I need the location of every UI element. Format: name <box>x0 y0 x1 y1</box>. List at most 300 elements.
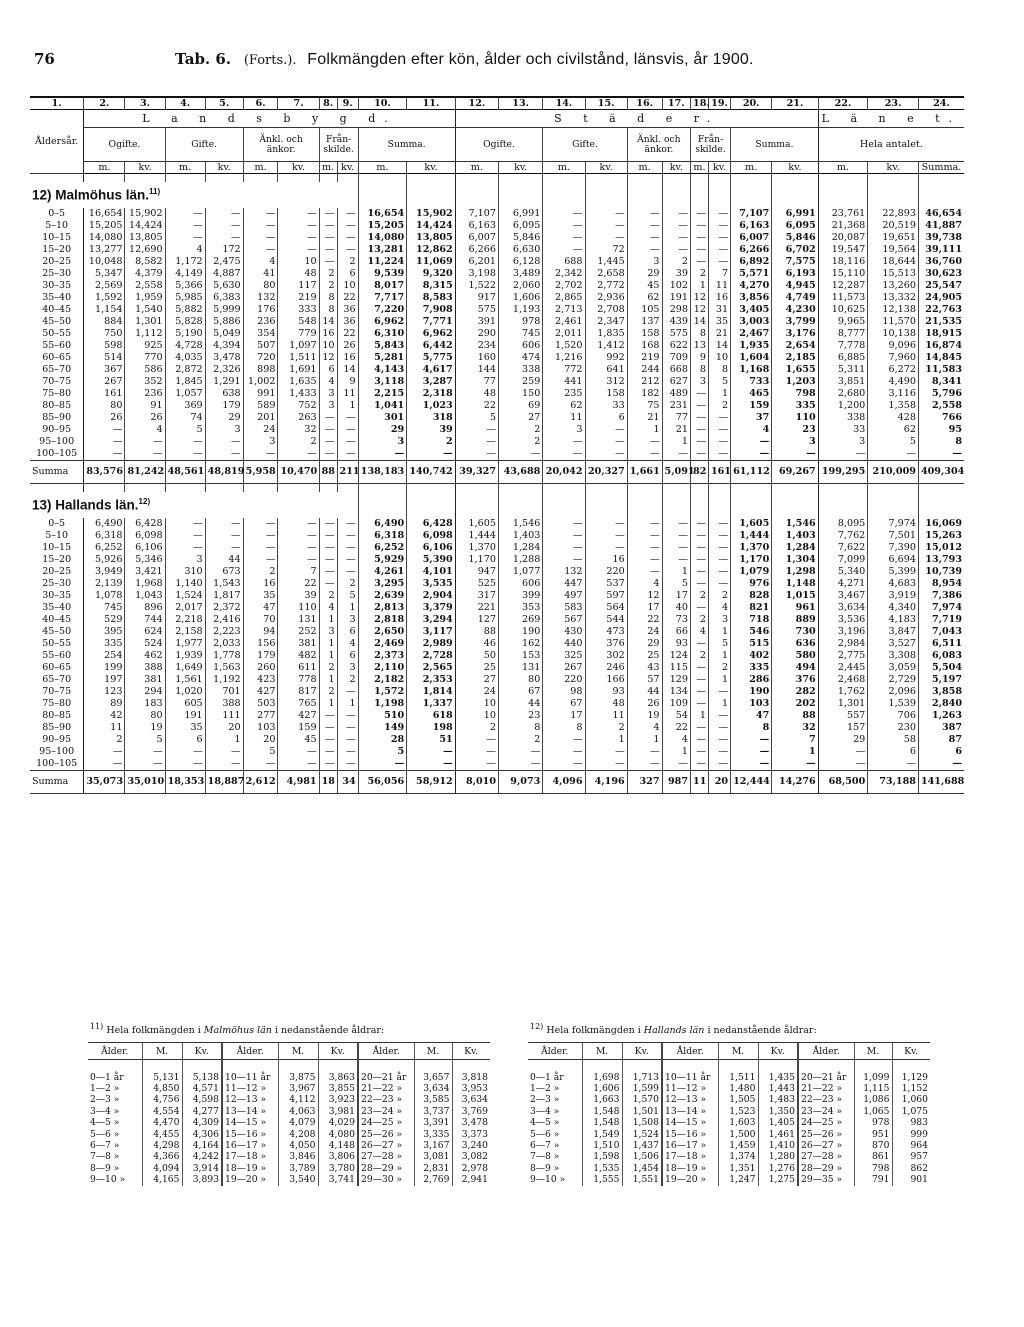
value-cell: 16,654 <box>84 208 125 220</box>
value-cell: — <box>337 232 358 244</box>
value-cell: 2,565 <box>407 662 456 674</box>
table-row <box>30 554 964 566</box>
value-cell: 2 <box>278 436 319 448</box>
value-cell: 4 <box>627 722 662 734</box>
value-cell: 318 <box>407 412 456 424</box>
footnote-age: 10—11 år <box>222 1072 278 1083</box>
value-cell: 4 <box>708 602 730 614</box>
value-cell: 2 <box>708 662 730 674</box>
value-cell: 202 <box>772 698 818 710</box>
section-name: 13) Hallands län. <box>32 497 139 513</box>
value-cell: 182 <box>627 388 662 400</box>
value-cell: — <box>319 232 337 244</box>
value-cell: 5,504 <box>918 662 964 674</box>
value-cell: — <box>337 448 358 461</box>
value-cell: 234 <box>455 340 498 352</box>
age-cell: 90–95 <box>42 424 72 435</box>
value-cell: — <box>585 542 627 554</box>
value-cell: 8 <box>691 328 709 340</box>
value-cell: — <box>84 436 125 448</box>
footnote-value: 3,478 <box>452 1117 490 1128</box>
value-cell: 4,035 <box>165 352 205 364</box>
value-cell: 16,069 <box>918 518 964 530</box>
value-cell: 4 <box>165 244 205 256</box>
spacer-cell <box>358 182 407 208</box>
value-cell: 6,962 <box>358 316 407 328</box>
value-cell: — <box>691 388 709 400</box>
value-cell: 10,625 <box>818 304 868 316</box>
value-cell: 4 <box>627 578 662 590</box>
value-cell: 35 <box>243 590 278 602</box>
column-number: 22. <box>818 97 868 110</box>
value-cell: 9,320 <box>407 268 456 280</box>
value-cell: — <box>319 436 337 448</box>
footnote-age: 25—26 » <box>358 1129 414 1140</box>
value-cell: 6,007 <box>731 232 772 244</box>
sex-header-kv: kv. <box>499 162 543 174</box>
value-cell: — <box>691 638 709 650</box>
spacer-cell <box>543 484 585 493</box>
value-cell: 2,158 <box>165 626 205 638</box>
value-cell: 317 <box>455 590 498 602</box>
footnote-row <box>88 1151 490 1162</box>
value-cell: 3,527 <box>868 638 919 650</box>
value-cell: 388 <box>205 698 243 710</box>
footnote-value: 3,863 <box>318 1072 358 1083</box>
value-cell: 575 <box>455 304 498 316</box>
value-cell: 2,185 <box>772 352 818 364</box>
spacer-cell <box>337 174 358 183</box>
value-cell: 123 <box>84 686 125 698</box>
value-cell: — <box>337 734 358 746</box>
footnote-age: 6—7 » <box>530 1139 560 1151</box>
value-cell: 12,138 <box>868 304 919 316</box>
spacer-cell <box>691 182 709 208</box>
value-cell: 39 <box>407 424 456 436</box>
value-cell: 335 <box>772 400 818 412</box>
table-row <box>30 722 964 734</box>
value-cell: — <box>691 256 709 268</box>
value-cell: 26 <box>125 412 165 424</box>
value-cell: 3,949 <box>84 566 125 578</box>
value-cell: 191 <box>662 292 690 304</box>
footnote-value: 2,978 <box>452 1163 490 1174</box>
value-cell: 624 <box>125 626 165 638</box>
value-cell: 2 <box>691 268 709 280</box>
age-cell: 55–60 <box>42 650 72 661</box>
subheader-franskilda: Från- skilde. <box>691 128 731 162</box>
spacer-cell <box>278 484 319 493</box>
value-cell: 131 <box>499 662 543 674</box>
summa-label: Summa <box>30 461 84 484</box>
value-cell: 2 <box>708 590 730 602</box>
footnote-age: 7—8 » <box>90 1151 120 1163</box>
value-cell: 74 <box>165 412 205 424</box>
summa-cell: 141,688 <box>918 771 964 794</box>
footnote-value: 4,756 <box>142 1094 182 1105</box>
footnote-value: 1,524 <box>622 1129 662 1140</box>
value-cell: 70 <box>243 614 278 626</box>
summa-cell: 10,470 <box>278 461 319 484</box>
subheader-hela: Hela antalet. <box>818 128 964 162</box>
value-cell: 48 <box>278 268 319 280</box>
value-cell: — <box>585 208 627 220</box>
value-cell: — <box>243 448 278 461</box>
value-cell: 20,087 <box>818 232 868 244</box>
value-cell: — <box>125 448 165 461</box>
value-cell: 2,904 <box>407 590 456 602</box>
footnote-value: 3,167 <box>414 1140 452 1151</box>
value-cell: 183 <box>125 698 165 710</box>
spacer-cell <box>585 174 627 183</box>
value-cell: 103 <box>243 722 278 734</box>
value-cell: 54 <box>662 710 690 722</box>
value-cell: 3,489 <box>499 268 543 280</box>
value-cell: — <box>337 530 358 542</box>
value-cell: 15,902 <box>407 208 456 220</box>
value-cell: — <box>543 530 585 542</box>
spacer-cell <box>165 174 205 183</box>
value-cell: — <box>691 746 709 758</box>
value-cell: — <box>205 436 243 448</box>
value-cell: 575 <box>662 328 690 340</box>
value-cell: 494 <box>772 662 818 674</box>
value-cell: 11 <box>543 412 585 424</box>
value-cell: 367 <box>84 364 125 376</box>
table-row <box>30 364 964 376</box>
value-cell: 14,424 <box>407 220 456 232</box>
value-cell: 766 <box>918 412 964 424</box>
footnote-value: 3,335 <box>414 1129 452 1140</box>
value-cell: 51 <box>407 734 456 746</box>
value-cell: 11 <box>585 710 627 722</box>
age-cell: 90–95 <box>42 734 72 745</box>
value-cell: — <box>627 542 662 554</box>
value-cell: — <box>691 566 709 578</box>
value-cell: 779 <box>278 328 319 340</box>
value-cell: 24 <box>243 424 278 436</box>
footnote-value: 3,634 <box>452 1094 490 1105</box>
value-cell: 73 <box>662 614 690 626</box>
value-cell: 1,403 <box>772 530 818 542</box>
footnote-text: Hela folkmängden i <box>106 1025 201 1037</box>
value-cell: 1,606 <box>499 292 543 304</box>
value-cell: 110 <box>278 602 319 614</box>
value-cell: — <box>691 400 709 412</box>
value-cell: 50 <box>455 650 498 662</box>
footnote-age: 26—27 » <box>798 1140 854 1151</box>
value-cell: 399 <box>499 590 543 602</box>
value-cell: 158 <box>627 328 662 340</box>
value-cell: 1,301 <box>818 698 868 710</box>
value-cell: 48 <box>455 388 498 400</box>
table-row <box>30 686 964 698</box>
footnote-value: 1,523 <box>718 1106 758 1117</box>
summa-cell: 43,688 <box>499 461 543 484</box>
value-cell: 5,929 <box>358 554 407 566</box>
value-cell: 263 <box>278 412 319 424</box>
column-number: 19. <box>708 97 730 110</box>
value-cell: 611 <box>278 662 319 674</box>
value-cell: — <box>543 244 585 256</box>
value-cell: — <box>731 436 772 448</box>
column-number: 2. <box>84 97 125 110</box>
value-cell: 12,690 <box>125 244 165 256</box>
value-cell: 1 <box>708 388 730 400</box>
footnote-age: 19—20 » <box>662 1174 718 1185</box>
value-cell: 668 <box>662 364 690 376</box>
summa-cell: 73,188 <box>868 771 919 794</box>
spacer-cell <box>918 492 964 518</box>
footnote-value: 1,506 <box>622 1151 662 1162</box>
value-cell: 93 <box>662 638 690 650</box>
spacer-cell <box>662 484 690 493</box>
age-cell: 20–25 <box>42 256 72 267</box>
value-cell: 197 <box>84 674 125 686</box>
value-cell: 1 <box>319 650 337 662</box>
value-cell: 817 <box>278 686 319 698</box>
value-cell: 80 <box>499 674 543 686</box>
value-cell: 14 <box>319 316 337 328</box>
value-cell: 598 <box>84 340 125 352</box>
value-cell: 9,965 <box>818 316 868 328</box>
value-cell: — <box>585 518 627 530</box>
value-cell: 219 <box>278 292 319 304</box>
value-cell: 2 <box>662 256 690 268</box>
value-cell: 1,524 <box>165 590 205 602</box>
footnote-row <box>88 1106 490 1117</box>
value-cell: 7,220 <box>358 304 407 316</box>
age-cell: 80–85 <box>42 400 72 411</box>
value-cell: 4,230 <box>772 304 818 316</box>
value-cell: 4,728 <box>165 340 205 352</box>
value-cell: 2,865 <box>543 292 585 304</box>
value-cell: 1,263 <box>918 710 964 722</box>
value-cell: 66 <box>662 626 690 638</box>
subheader-gifte: Gifte. <box>543 128 627 162</box>
value-cell: — <box>278 542 319 554</box>
value-cell: 925 <box>125 340 165 352</box>
value-cell: 7,622 <box>818 542 868 554</box>
table-row <box>30 280 964 292</box>
value-cell: 1,077 <box>499 566 543 578</box>
value-cell: 220 <box>585 566 627 578</box>
spacer-cell <box>708 484 730 493</box>
value-cell: 8 <box>731 722 772 734</box>
value-cell: 564 <box>585 602 627 614</box>
value-cell: 19,547 <box>818 244 868 256</box>
value-cell: 231 <box>662 400 690 412</box>
value-cell: 198 <box>407 722 456 734</box>
value-cell: — <box>205 208 243 220</box>
footnote-header: Kv. <box>318 1043 358 1060</box>
value-cell: 10,138 <box>868 328 919 340</box>
value-cell: 19,651 <box>868 232 919 244</box>
sex-header-kv: kv. <box>337 162 358 174</box>
sex-header-m: m. <box>84 162 125 174</box>
value-cell: 7,974 <box>868 518 919 530</box>
summa-cell: 327 <box>627 771 662 794</box>
value-cell: 7,908 <box>407 304 456 316</box>
value-cell: — <box>499 746 543 758</box>
value-cell: 3,003 <box>731 316 772 328</box>
value-cell: 4,270 <box>731 280 772 292</box>
sex-header-kv: kv. <box>125 162 165 174</box>
value-cell: 3,287 <box>407 376 456 388</box>
value-cell: 7,778 <box>818 340 868 352</box>
footnote-value: 1,129 <box>892 1072 930 1083</box>
footnote-value: 4,366 <box>142 1151 182 1162</box>
value-cell: 5,347 <box>84 268 125 280</box>
value-cell: 1,444 <box>731 530 772 542</box>
value-cell: 387 <box>918 722 964 734</box>
spacer-cell <box>30 174 84 183</box>
value-cell: 44 <box>205 554 243 566</box>
value-cell: 2 <box>319 662 337 674</box>
footnote-value: 1,280 <box>758 1151 798 1162</box>
age-cell: 100–105 <box>36 448 78 459</box>
value-cell: — <box>662 518 690 530</box>
value-cell: 191 <box>165 710 205 722</box>
value-cell: 636 <box>772 638 818 650</box>
footnote-label: 11) <box>90 1022 104 1031</box>
value-cell: — <box>278 448 319 461</box>
value-cell: 15,263 <box>918 530 964 542</box>
subheader-ankl: Änkl. och änkor. <box>627 128 690 162</box>
value-cell: — <box>662 542 690 554</box>
value-cell: 3,196 <box>818 626 868 638</box>
value-cell: — <box>243 244 278 256</box>
summa-label: Summa <box>30 771 84 794</box>
spacer-cell <box>662 492 690 518</box>
value-cell: 1,444 <box>455 530 498 542</box>
value-cell: 1,284 <box>772 542 818 554</box>
value-cell: 10 <box>278 256 319 268</box>
summa-cell: 48,561 <box>165 461 205 484</box>
footnote-value: 1,570 <box>622 1094 662 1105</box>
value-cell: 5,775 <box>407 352 456 364</box>
value-cell: 1,172 <box>165 256 205 268</box>
value-cell: 6,428 <box>407 518 456 530</box>
value-cell: 7,575 <box>772 256 818 268</box>
value-cell: — <box>243 530 278 542</box>
footnote-value: 1,454 <box>622 1163 662 1174</box>
value-cell: 5,926 <box>84 554 125 566</box>
spacer-cell <box>772 492 818 518</box>
value-cell: 474 <box>499 352 543 364</box>
value-cell: — <box>543 734 585 746</box>
spacer-cell <box>125 484 165 493</box>
value-cell: 87 <box>918 734 964 746</box>
subheader-ogifte: Ogifte. <box>84 128 165 162</box>
summa-cell: 35,073 <box>84 771 125 794</box>
value-cell: 8 <box>918 436 964 448</box>
value-cell: 3,198 <box>455 268 498 280</box>
value-cell: — <box>278 220 319 232</box>
value-cell: — <box>708 542 730 554</box>
value-cell: 6,163 <box>455 220 498 232</box>
footnote-value: 4,850 <box>142 1083 182 1094</box>
footnote-value: 1,603 <box>718 1117 758 1128</box>
value-cell: 1 <box>319 638 337 650</box>
spacer-cell <box>452 1060 490 1072</box>
value-cell: 428 <box>868 412 919 424</box>
value-cell: 48 <box>585 698 627 710</box>
value-cell: 4,143 <box>358 364 407 376</box>
value-cell: 58 <box>868 734 919 746</box>
column-number: 1. <box>30 97 84 110</box>
summa-cell: 18,887 <box>205 771 243 794</box>
spacer-cell <box>358 484 407 493</box>
value-cell: 5 <box>868 436 919 448</box>
value-cell: — <box>585 746 627 758</box>
spacer-cell <box>414 1060 452 1072</box>
value-cell: 1 <box>662 566 690 578</box>
value-cell: 190 <box>731 686 772 698</box>
footnote-age: 6—7 » <box>90 1139 120 1151</box>
value-cell: 5 <box>358 746 407 758</box>
footnote-value: 4,148 <box>318 1140 358 1151</box>
value-cell: 3,851 <box>818 376 868 388</box>
summa-cell: 61,112 <box>731 461 772 484</box>
value-cell: 388 <box>125 662 165 674</box>
value-cell: 2,813 <box>358 602 407 614</box>
value-cell: 430 <box>543 626 585 638</box>
value-cell: 1 <box>319 698 337 710</box>
value-cell: 124 <box>662 650 690 662</box>
value-cell: — <box>708 232 730 244</box>
value-cell: 439 <box>662 316 690 328</box>
value-cell: — <box>691 602 709 614</box>
spacer-cell <box>622 1060 662 1072</box>
value-cell: 2,373 <box>358 650 407 662</box>
value-cell: 580 <box>772 650 818 662</box>
footnote-age: 25—26 » <box>798 1129 854 1140</box>
footnote-value: 1,713 <box>622 1072 662 1083</box>
value-cell: 2 <box>691 614 709 626</box>
footnote <box>528 1022 930 1186</box>
value-cell: 6,490 <box>84 518 125 530</box>
sex-header-m: m. <box>818 162 868 174</box>
table-row <box>30 424 964 436</box>
value-cell: 3,856 <box>731 292 772 304</box>
column-number: 7. <box>278 97 319 110</box>
value-cell: 9,539 <box>358 268 407 280</box>
value-cell: 168 <box>627 340 662 352</box>
value-cell: 162 <box>499 638 543 650</box>
value-cell: 2,353 <box>407 674 456 686</box>
value-cell: 29 <box>627 268 662 280</box>
value-cell: 889 <box>772 614 818 626</box>
value-cell: 3,847 <box>868 626 919 638</box>
table-row <box>30 626 964 638</box>
value-cell: — <box>205 448 243 461</box>
value-cell: — <box>662 530 690 542</box>
value-cell: 67 <box>499 686 543 698</box>
value-cell: 5 <box>708 638 730 650</box>
footnote-value: 1,152 <box>892 1083 930 1094</box>
value-cell: 1,977 <box>165 638 205 650</box>
footnote-value: 964 <box>892 1140 930 1151</box>
value-cell: — <box>627 758 662 771</box>
value-cell: 2 <box>455 722 498 734</box>
value-cell: 161 <box>84 388 125 400</box>
value-cell: 618 <box>407 710 456 722</box>
group-header-landsbygd: L a n d s b y g d. <box>84 110 455 128</box>
value-cell: 1,546 <box>772 518 818 530</box>
value-cell: 1,200 <box>818 400 868 412</box>
value-cell: — <box>691 722 709 734</box>
